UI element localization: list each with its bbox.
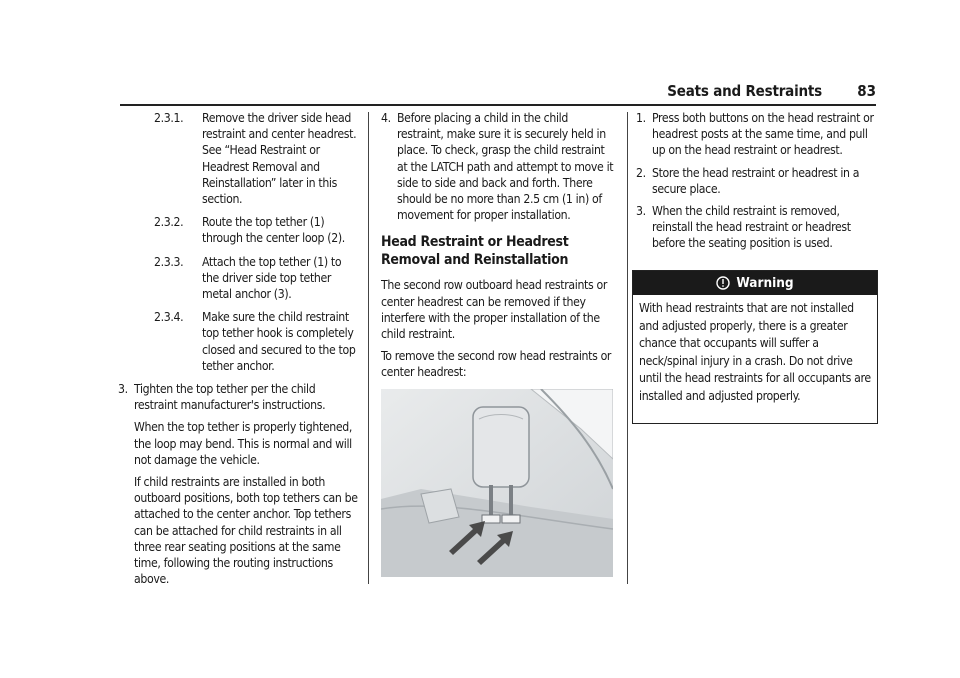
substep-2-3-1 — [118, 110, 358, 207]
substep-number: 2.3.4. — [154, 310, 184, 325]
step-number: 4. — [381, 111, 391, 125]
step-text: Tighten the top tether per the child restraint manufacturer's instructions. — [134, 382, 326, 413]
step-3-reinstall — [636, 203, 876, 252]
substep-2-3-3 — [118, 254, 358, 303]
step-text: Press both buttons on the head restraint or headrest posts at the same time, and pull up on the head restraint or headrest. — [652, 111, 874, 158]
step-2 — [636, 165, 876, 197]
warning-icon — [716, 276, 730, 290]
head-restraint-illustration — [381, 389, 613, 577]
substep-2-3-2 — [118, 214, 358, 246]
substep-text: Make sure the child restraint top tether hook is completely closed and secured to the top tether anchor. — [202, 310, 356, 373]
step-text: Store the head restraint or headrest in a secure place. — [652, 165, 860, 196]
substep-number: 2.3.3. — [154, 254, 184, 269]
substep-2-3-4 — [118, 309, 358, 374]
column-1 — [118, 110, 358, 593]
header-rule — [120, 104, 876, 106]
substep-text: Attach the top tether (1) to the driver side top tether metal anchor (3). — [202, 254, 342, 302]
step-number: 3. — [636, 204, 646, 219]
page-header — [120, 82, 876, 104]
step-4 — [381, 110, 617, 223]
step-1 — [636, 110, 876, 159]
section-title: Seats and Restraints — [667, 82, 822, 100]
step-text: Before placing a child in the child restraint, make sure it is securely held in place. To check, grasp the child restraint at the LATCH path and attempt to move it side to side and back and forth. There should be no more than 2.5 cm (1 in) of movement for proper installation. — [397, 111, 614, 223]
substep-number: 2.3.2. — [154, 215, 184, 230]
column-2 — [381, 110, 617, 577]
column-divider-1 — [368, 112, 369, 584]
step-text: When the child restraint is removed, reinstall the head restraint or headrest before the seating position is used. — [652, 204, 851, 251]
step-number: 3. — [118, 382, 128, 397]
removal-intro: The second row outboard head restraints or center headrest can be removed if they interfere with the proper installation of the child restraint. — [381, 278, 608, 342]
page-number: 83 — [857, 82, 876, 100]
step-3 — [118, 381, 358, 413]
section-heading: Head Restraint or Headrest Removal and Reinstallation — [381, 234, 569, 269]
step-number: 2. — [636, 165, 646, 180]
tether-center-anchor-note: If child restraints are installed in both outboard positions, both top tethers can be attached to the center anchor. Top tethers can be attached for child restraints in all three rear seating positions at the same time, following the routing instructions above. — [134, 475, 358, 587]
warning-box — [632, 270, 878, 424]
warning-header — [633, 271, 877, 295]
removal-lead-in: To remove the second row head restraints or center headrest: — [381, 349, 612, 380]
tether-bend-note: When the top tether is properly tightened, the loop may bend. This is normal and will not damage the vehicle. — [134, 420, 353, 467]
column-divider-2 — [627, 112, 628, 584]
substep-text: Remove the driver side head restraint and center headrest. See “Head Restraint or Headrest Removal and Reinstallation” later in this section. — [202, 111, 357, 207]
warning-title: Warning — [736, 275, 794, 291]
warning-text: With head restraints that are not installed and adjusted properly, there is a greater chance that occupants will suffer a neck/spinal injury in a crash. Do not drive until the head restraints for all occupants are installed and adjusted properly. — [639, 301, 871, 403]
substep-number: 2.3.1. — [154, 111, 184, 125]
substep-text: Route the top tether (1) through the center loop (2). — [202, 215, 345, 246]
column-3 — [636, 110, 876, 258]
step-number: 1. — [636, 111, 646, 125]
